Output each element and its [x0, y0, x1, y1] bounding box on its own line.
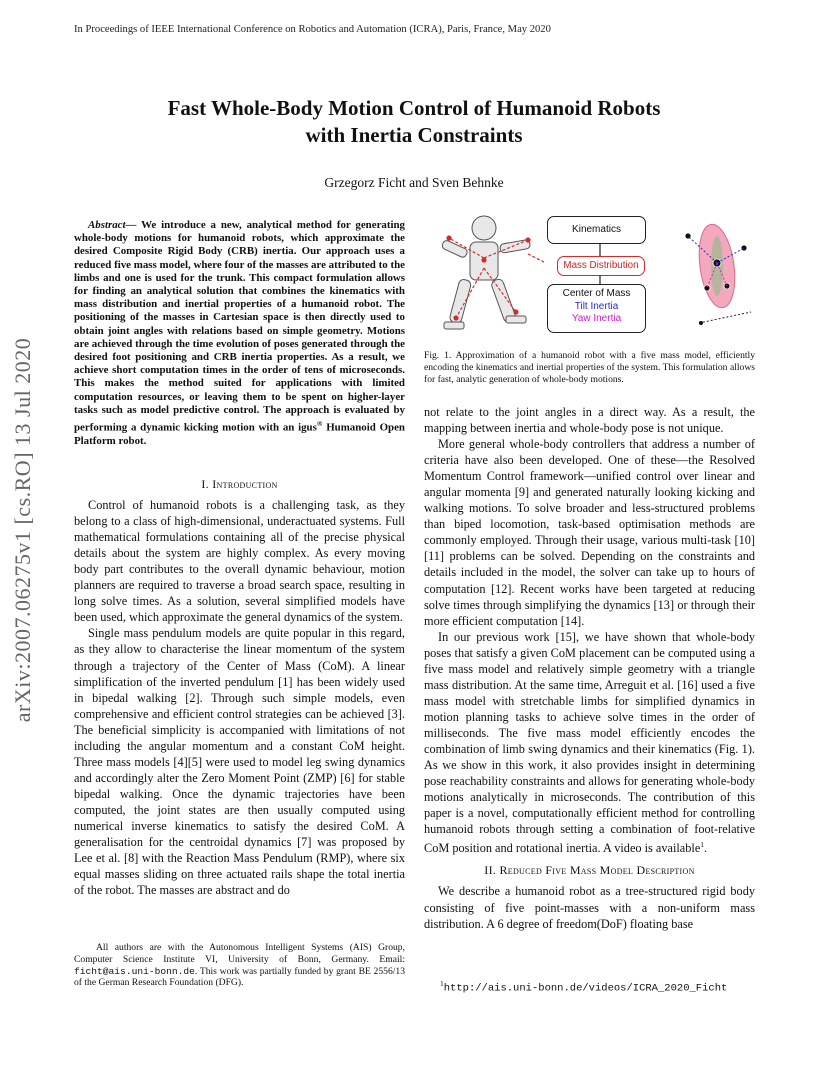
affiliation-text-b: . This work was partially funded by grant BE 2556/13 of the German Research Foundation (DFG). [74, 965, 405, 989]
ground-point [699, 321, 703, 325]
right-paragraph-3-text: In our previous work [15], we have shown that whole-body poses that satisfy a given CoM placement can be computed using a five mass model and relatively simple geometry with a triangle mass distribution. At the same time, Arreguit et al. [16] used a five mass model with stretchable limbs for simplified dynamics in motion planning tasks to achieve solve times in the order of milliseconds. The five mass model efficiently encodes the combination of limb swing dynamics and their kinematics (Fig. 1). As we show in this work, it also provides insight in determining pose reachability constraints and allows for generating whole-body motions analytically in microseconds. The contribution of this paper is a novel, computationally efficient method for controlling humanoid robots through setting a combination of foot-relative CoM position and rotational inertia. A video is available [424, 629, 755, 856]
robot-left-arm [441, 239, 468, 258]
connector-line [528, 254, 544, 264]
registered-mark: ® [316, 419, 323, 429]
five-mass-model-diagram [679, 208, 759, 333]
mass-point-left-leg [453, 315, 458, 320]
yaw-inertia-label: Yaw Inertia [571, 313, 622, 324]
center-of-mass-box [547, 284, 646, 333]
robot-left-leg [449, 278, 472, 324]
intro-paragraph-1: Control of humanoid robots is a challenging task, as they belong to a class of high-dimensional, underactuated systems. Full mathematical formulations containing all of the precise physical details about the system are highly complex. As every moving body part contributes to the overall dynamic behaviour, motion planners are required to traverse a broad search space, resulting in long solve times. As a solution, several simplified models have been used, which approximate the general dynamics of the system. [74, 498, 405, 625]
figure-caption: Fig. 1. Approximation of a humanoid robot with a five mass model, efficiently encoding the kinematics and inertial properties of the system. This formulation allows for fast, analytic generation of whole-body motions. [424, 350, 755, 385]
section-heading-reduced-model: II. Reduced Five Mass Model Description [484, 863, 695, 878]
robot-right-foot [506, 316, 526, 323]
intro-paragraph-2: Single mass pendulum models are quite popular in this regard, as they allow to characterise the linear momentum of the system through a trajectory of the Center of Mass (CoM). A linear simplification of the inverted pendulum [1] has been widely used in bipedal walking [2]. Through such simple models, even comprehensive and efficient control strategies can be achieved [3]. The beneficial simplicity is accompanied with limitations of not including the angular momentum and a constant CoM height. Three mass models [4][5] were used to model leg swing dynamics and accordingly alter the Zero Moment Point (ZMP) [6] for stable bipedal walking. Once the dynamic trajectories have been computed, the joint states are then usually computed using numerical inverse kinematics to satisfy the desired CoM. A generalisation for the centroidal dynamics [7] was proposed by Lee et al. [8] with the Reaction Mass Pendulum (RMP), where six equal masses sliding on three actuated rails shape the total inertia of the robot. The masses are abstract and do [74, 626, 405, 898]
title-line-1: Fast Whole-Body Motion Control of Humanoid Robots [167, 96, 661, 120]
video-footnote [440, 979, 727, 995]
right-column [424, 404, 755, 932]
left-column [74, 470, 405, 898]
abstract-text-end: Humanoid Open Platform robot. [74, 421, 405, 447]
affiliation-footnote [74, 942, 405, 989]
title-line-2: with Inertia Constraints [305, 123, 523, 147]
mass-point-right-arm [525, 237, 530, 242]
authors: Grzegorz Ficht and Sven Behnke [324, 175, 504, 190]
robot-left-foot [444, 322, 464, 329]
mass-distribution-box: Mass Distribution [557, 256, 645, 276]
right-paragraph-1: not relate to the joint angles in a direct way. As a result, the mapping between inertia and whole-body pose is not unique. [424, 405, 755, 436]
video-url-link[interactable]: http://ais.uni-bonn.de/videos/ICRA_2020_Ficht [443, 982, 728, 995]
right-paragraph-2: More general whole-body controllers that address a number of criteria have also been developed. One of these—the Resolved Momentum Control framework—unified control over linear and angular momenta [9] and generated naturally looking kicking and walking motions. To solve broader and less-structured problems than biped locomotion, task-based optimisation methods are commonly employed. Through their usage, various multi-task [10] [11] problems can be solved. Depending on the constraints and details included in the model, the solver can take up to hours of computation [12]. Recent works have been targeted at reducing solve times through simplifying the dynamics [13] or through their more efficient computation [14]. [424, 437, 755, 628]
ground-line [699, 312, 751, 323]
mass-point-trunk [481, 257, 486, 262]
email-link[interactable]: ficht@ais.uni-bonn.de [74, 965, 195, 977]
abstract-label: Abstract [88, 219, 126, 231]
center-of-mass-label: Center of Mass [562, 288, 631, 299]
section-2-paragraph-1: We describe a humanoid robot as a tree-structured rigid body consisting of five point-masses with a non-uniform mass distribution. A 6 degree of freedom(DoF) floating base [424, 884, 755, 931]
mass-point-left-arm [446, 235, 451, 240]
venue-line: In Proceedings of IEEE International Conference on Robotics and Automation (ICRA), Paris, France, May 2020 [74, 24, 551, 35]
footnote-mark[interactable]: 1 [700, 840, 705, 850]
arxiv-stamp [8, 295, 38, 765]
tilt-inertia-label: Tilt Inertia [574, 300, 619, 312]
robot-head [472, 216, 496, 240]
right-paragraph-3-end: . [704, 841, 708, 856]
abstract-text: We introduce a new, analytical method for generating whole-body motions for humanoid robots, which approximate the desired Composite Rigid Body (CRB) inertia. Our approach uses a reduced five mass model, where four of the masses are attributed to the limbs and one is used for the trunk. This compact formulation allows for finding an analytical solution that combines the kinematics with mass distribution and inertial properties of a humanoid robot. The positioning of the masses in Cartesian space is then directly used to obtain joint angles with relations based on simple geometry. Motions are achieved through the time evolution of poses generated through the desired foot positioning and CRB inertia properties. As a result, we achieve short computation times in the order of tens of microseconds. This makes the method suited for applications with limited computation resources, or leaving them to be spent on higher-layer tasks such as model predictive control. The approach is evaluated by performing a dynamic kicking motion with an igus [74, 219, 406, 434]
right-paragraph-3 [424, 629, 755, 857]
paper-title [0, 95, 828, 149]
section-heading-introduction: I. Introduction [201, 477, 278, 491]
affiliation-text-a: All authors are with the Autonomous Intelligent Systems (AIS) Group, Computer Science Institute VI, University of Bonn, Germany. Email: [74, 942, 405, 965]
kinematics-box: Kinematics [547, 216, 646, 244]
arxiv-stamp-text: arXiv:2007.06275v1 [cs.RO] 13 Jul 2020 [10, 337, 35, 723]
figure-1 [424, 208, 755, 338]
video-footnote-mark: 1 [440, 979, 444, 988]
mass-point-right-leg [513, 309, 518, 314]
robot-illustration [424, 208, 544, 338]
abstract: Abstract— We introduce a new, analytical method for generating whole-body motions for humanoid robots, which approximate the desired Composite Rigid Body (CRB) inertia. Our approach uses a reduced five mass model, where four of the masses are attributed to the limbs and one is used for the trunk. This compact formulation allows for finding an analytical solution that combines the kinematics with mass distribution and inertial properties of a humanoid robot. The positioning of the masses in Cartesian space is then directly used to obtain joint angles with relations based on simple geometry. Motions are achieved through the time evolution of poses generated through the desired foot positioning and CRB inertia properties. As a result, we achieve short computation times in the order of tens of microseconds. This makes the method suited for applications with limited computation resources, or leaving them to be spent on higher-layer tasks such as model predictive control. The approach is evaluated by performing a dynamic kicking motion with an igus® Humanoid Open Platform robot. [74, 219, 406, 447]
